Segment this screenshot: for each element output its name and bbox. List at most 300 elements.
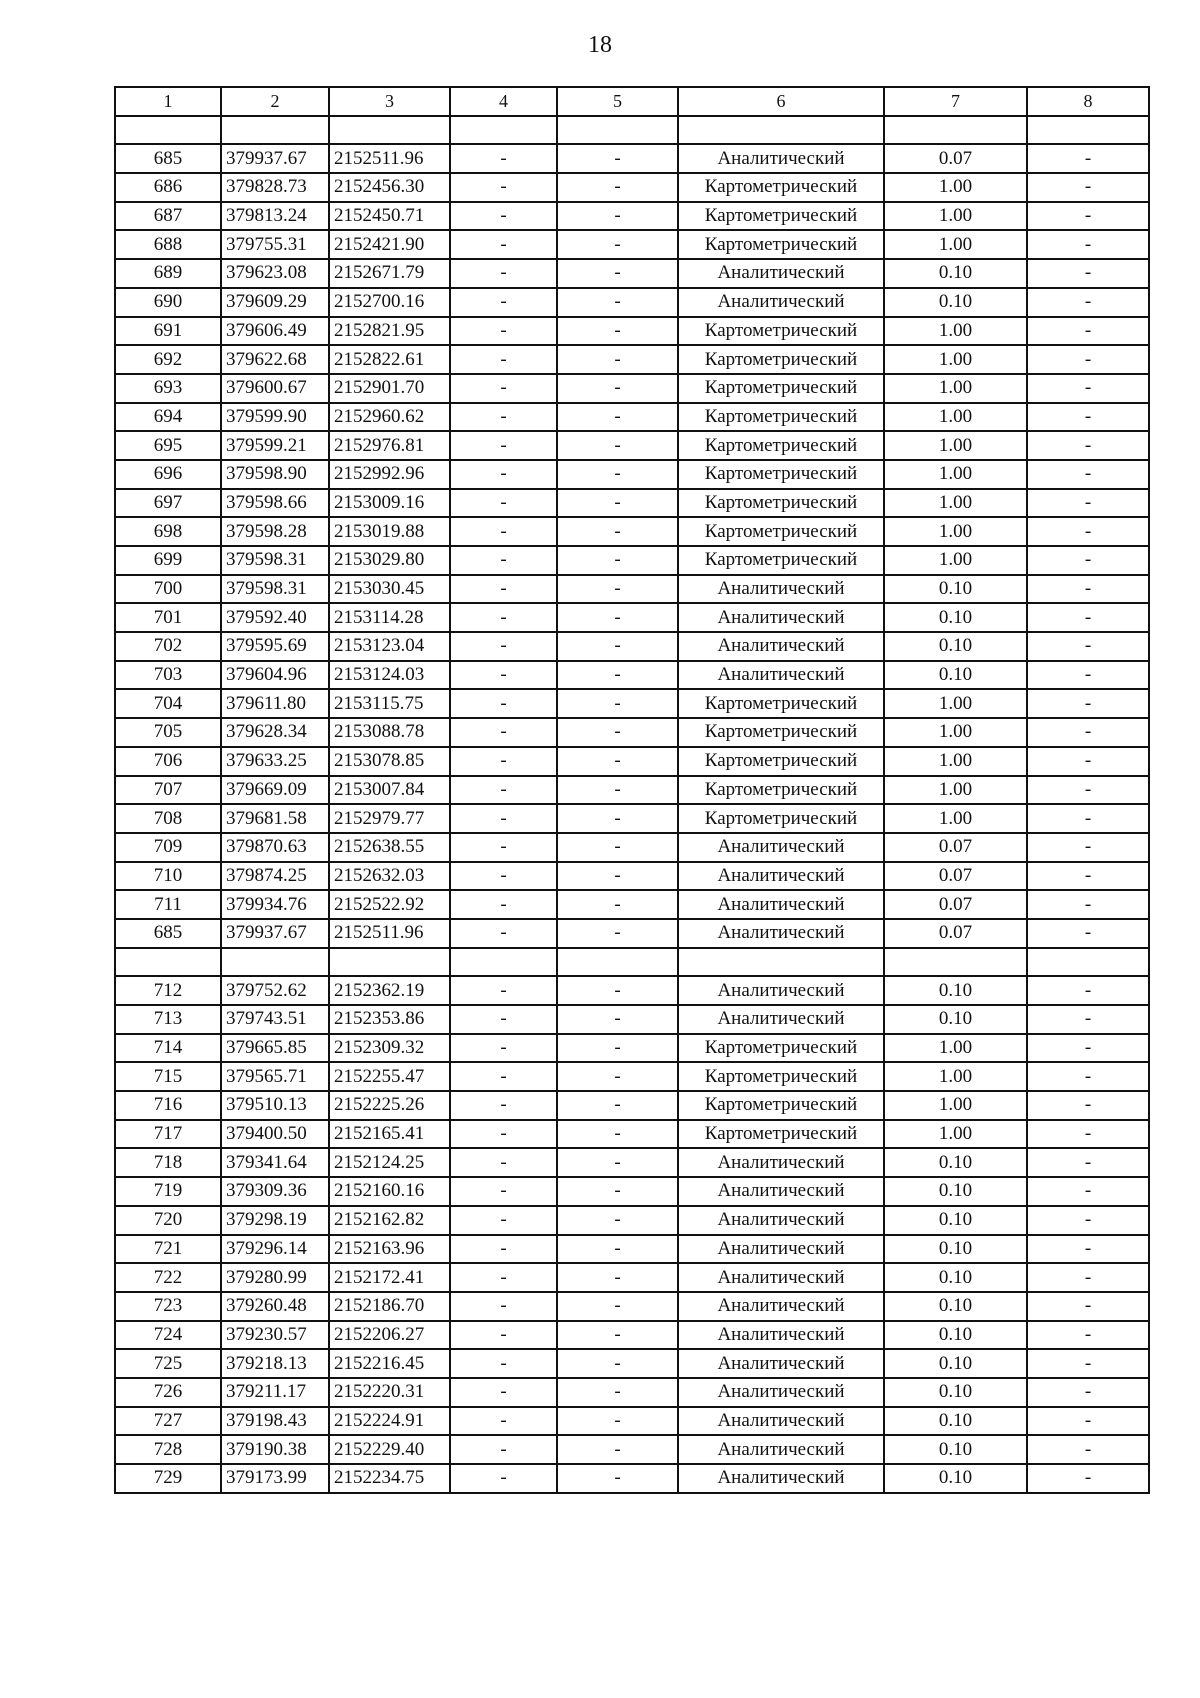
accuracy-cell: 0.10 [884, 632, 1027, 661]
point-number-cell: 685 [115, 144, 221, 173]
col4-cell: - [450, 431, 557, 460]
x-coordinate-cell: 379400.50 [221, 1120, 329, 1149]
accuracy-cell: 0.07 [884, 919, 1027, 948]
method-cell: Аналитический [678, 259, 884, 288]
method-cell: Аналитический [678, 1378, 884, 1407]
col4-cell: - [450, 1005, 557, 1034]
x-coordinate-cell: 379622.68 [221, 345, 329, 374]
col4-cell: - [450, 345, 557, 374]
col5-cell: - [557, 1148, 678, 1177]
y-coordinate-cell: 2152960.62 [329, 403, 450, 432]
point-number-cell: 697 [115, 489, 221, 518]
col4-cell: - [450, 460, 557, 489]
method-cell: Аналитический [678, 661, 884, 690]
table-row [115, 976, 1149, 1005]
col4-cell [450, 116, 557, 145]
accuracy-cell: 1.00 [884, 1062, 1027, 1091]
col5-cell: - [557, 1349, 678, 1378]
point-number-cell: 696 [115, 460, 221, 489]
y-coordinate-cell: 2152456.30 [329, 173, 450, 202]
col8-cell: - [1027, 489, 1149, 518]
col5-cell: - [557, 804, 678, 833]
col8-cell: - [1027, 689, 1149, 718]
method-cell: Картометрический [678, 1120, 884, 1149]
col5-cell [557, 116, 678, 145]
col5-cell: - [557, 890, 678, 919]
col4-cell: - [450, 890, 557, 919]
point-number-cell: 714 [115, 1034, 221, 1063]
y-coordinate-cell: 2152522.92 [329, 890, 450, 919]
col4-cell: - [450, 1435, 557, 1464]
method-cell: Аналитический [678, 833, 884, 862]
point-number-cell: 688 [115, 230, 221, 259]
col8-cell: - [1027, 1148, 1149, 1177]
y-coordinate-cell: 2152511.96 [329, 144, 450, 173]
col4-cell: - [450, 1292, 557, 1321]
method-cell: Аналитический [678, 1321, 884, 1350]
accuracy-cell: 0.10 [884, 1464, 1027, 1493]
accuracy-cell: 1.00 [884, 1120, 1027, 1149]
y-coordinate-cell: 2153124.03 [329, 661, 450, 690]
col4-cell: - [450, 862, 557, 891]
table-row [115, 546, 1149, 575]
table-row [115, 575, 1149, 604]
point-number-cell: 706 [115, 747, 221, 776]
method-cell: Картометрический [678, 1062, 884, 1091]
col4-cell: - [450, 1062, 557, 1091]
table-row [115, 1005, 1149, 1034]
y-coordinate-cell: 2152632.03 [329, 862, 450, 891]
accuracy-cell: 0.07 [884, 833, 1027, 862]
accuracy-cell: 0.10 [884, 603, 1027, 632]
y-coordinate-cell: 2153123.04 [329, 632, 450, 661]
method-cell: Картометрический [678, 317, 884, 346]
col5-cell: - [557, 776, 678, 805]
col4-cell: - [450, 403, 557, 432]
x-coordinate-cell: 379298.19 [221, 1206, 329, 1235]
col8-cell: - [1027, 431, 1149, 460]
col8-cell: - [1027, 776, 1149, 805]
y-coordinate-cell: 2152124.25 [329, 1148, 450, 1177]
x-coordinate-cell: 379341.64 [221, 1148, 329, 1177]
point-number-cell: 693 [115, 374, 221, 403]
y-coordinate-cell: 2152234.75 [329, 1464, 450, 1493]
col5-cell: - [557, 747, 678, 776]
method-cell: Аналитический [678, 862, 884, 891]
col5-cell: - [557, 546, 678, 575]
accuracy-cell: 0.10 [884, 1177, 1027, 1206]
col8-cell: - [1027, 862, 1149, 891]
col8-cell: - [1027, 1292, 1149, 1321]
method-cell [678, 948, 884, 977]
x-coordinate-cell: 379598.66 [221, 489, 329, 518]
method-cell: Аналитический [678, 919, 884, 948]
col5-cell: - [557, 862, 678, 891]
method-cell: Аналитический [678, 288, 884, 317]
accuracy-cell: 1.00 [884, 718, 1027, 747]
x-coordinate-cell: 379598.31 [221, 575, 329, 604]
y-coordinate-cell: 2152353.86 [329, 1005, 450, 1034]
col4-cell: - [450, 1177, 557, 1206]
col8-cell: - [1027, 1120, 1149, 1149]
method-cell: Аналитический [678, 1349, 884, 1378]
col4-cell: - [450, 661, 557, 690]
col4-cell: - [450, 747, 557, 776]
col4-cell: - [450, 259, 557, 288]
table-row [115, 460, 1149, 489]
x-coordinate-cell: 379937.67 [221, 919, 329, 948]
col8-cell: - [1027, 833, 1149, 862]
accuracy-cell: 1.00 [884, 374, 1027, 403]
col8-cell: - [1027, 718, 1149, 747]
point-number-cell: 723 [115, 1292, 221, 1321]
col4-cell: - [450, 317, 557, 346]
method-cell: Картометрический [678, 747, 884, 776]
x-coordinate-cell: 379598.28 [221, 517, 329, 546]
point-number-cell: 701 [115, 603, 221, 632]
accuracy-cell: 1.00 [884, 345, 1027, 374]
table-row [115, 1177, 1149, 1206]
method-cell: Аналитический [678, 1177, 884, 1206]
point-number-cell: 690 [115, 288, 221, 317]
col8-cell: - [1027, 661, 1149, 690]
column-header: 3 [329, 87, 450, 116]
col4-cell: - [450, 976, 557, 1005]
col8-cell: - [1027, 460, 1149, 489]
col5-cell: - [557, 1235, 678, 1264]
accuracy-cell: 1.00 [884, 317, 1027, 346]
col5-cell: - [557, 144, 678, 173]
x-coordinate-cell: 379600.67 [221, 374, 329, 403]
table-row [115, 603, 1149, 632]
x-coordinate-cell [221, 948, 329, 977]
accuracy-cell: 0.10 [884, 1349, 1027, 1378]
method-cell: Картометрический [678, 431, 884, 460]
col8-cell: - [1027, 546, 1149, 575]
col8-cell: - [1027, 1091, 1149, 1120]
x-coordinate-cell: 379260.48 [221, 1292, 329, 1321]
y-coordinate-cell: 2152160.16 [329, 1177, 450, 1206]
y-coordinate-cell: 2153115.75 [329, 689, 450, 718]
col4-cell [450, 948, 557, 977]
col4-cell: - [450, 1120, 557, 1149]
method-cell: Аналитический [678, 976, 884, 1005]
col8-cell: - [1027, 230, 1149, 259]
point-number-cell [115, 116, 221, 145]
point-number-cell: 689 [115, 259, 221, 288]
accuracy-cell: 1.00 [884, 173, 1027, 202]
method-cell: Аналитический [678, 1005, 884, 1034]
accuracy-cell: 0.10 [884, 288, 1027, 317]
col5-cell: - [557, 1435, 678, 1464]
y-coordinate-cell: 2152638.55 [329, 833, 450, 862]
col8-cell: - [1027, 632, 1149, 661]
point-number-cell: 710 [115, 862, 221, 891]
col8-cell: - [1027, 804, 1149, 833]
col8-cell: - [1027, 976, 1149, 1005]
accuracy-cell [884, 116, 1027, 145]
table-row [115, 689, 1149, 718]
accuracy-cell: 0.10 [884, 575, 1027, 604]
accuracy-cell: 1.00 [884, 202, 1027, 231]
accuracy-cell: 0.07 [884, 144, 1027, 173]
point-number-cell: 713 [115, 1005, 221, 1034]
accuracy-cell: 0.10 [884, 1292, 1027, 1321]
method-cell [678, 116, 884, 145]
accuracy-cell: 1.00 [884, 517, 1027, 546]
accuracy-cell: 0.10 [884, 1235, 1027, 1264]
x-coordinate-cell: 379211.17 [221, 1378, 329, 1407]
point-number-cell: 692 [115, 345, 221, 374]
accuracy-cell: 0.10 [884, 1206, 1027, 1235]
method-cell: Картометрический [678, 546, 884, 575]
x-coordinate-cell: 379609.29 [221, 288, 329, 317]
y-coordinate-cell: 2153030.45 [329, 575, 450, 604]
col5-cell: - [557, 173, 678, 202]
col5-cell: - [557, 919, 678, 948]
y-coordinate-cell: 2153029.80 [329, 546, 450, 575]
col4-cell: - [450, 632, 557, 661]
col5-cell: - [557, 202, 678, 231]
table-row [115, 517, 1149, 546]
method-cell: Картометрический [678, 374, 884, 403]
col5-cell: - [557, 661, 678, 690]
table-row [115, 202, 1149, 231]
accuracy-cell: 1.00 [884, 747, 1027, 776]
x-coordinate-cell: 379813.24 [221, 202, 329, 231]
col8-cell: - [1027, 1206, 1149, 1235]
y-coordinate-cell: 2152421.90 [329, 230, 450, 259]
col4-cell: - [450, 1235, 557, 1264]
y-coordinate-cell: 2152165.41 [329, 1120, 450, 1149]
point-number-cell: 699 [115, 546, 221, 575]
x-coordinate-cell: 379623.08 [221, 259, 329, 288]
col8-cell: - [1027, 517, 1149, 546]
y-coordinate-cell [329, 116, 450, 145]
x-coordinate-cell: 379599.21 [221, 431, 329, 460]
col8-cell: - [1027, 575, 1149, 604]
table-row [115, 345, 1149, 374]
accuracy-cell: 0.07 [884, 890, 1027, 919]
col4-cell: - [450, 1091, 557, 1120]
method-cell: Аналитический [678, 1148, 884, 1177]
coordinates-table [114, 86, 1150, 1494]
point-number-cell: 708 [115, 804, 221, 833]
col5-cell: - [557, 1005, 678, 1034]
method-cell: Картометрический [678, 1034, 884, 1063]
col5-cell: - [557, 1177, 678, 1206]
col5-cell: - [557, 976, 678, 1005]
point-number-cell: 721 [115, 1235, 221, 1264]
table-row [115, 1120, 1149, 1149]
col5-cell: - [557, 632, 678, 661]
method-cell: Картометрический [678, 517, 884, 546]
table-row [115, 144, 1149, 173]
method-cell: Аналитический [678, 1407, 884, 1436]
table-row [115, 173, 1149, 202]
point-number-cell: 722 [115, 1263, 221, 1292]
table-row [115, 1407, 1149, 1436]
col5-cell: - [557, 230, 678, 259]
accuracy-cell: 1.00 [884, 776, 1027, 805]
point-number-cell: 685 [115, 919, 221, 948]
accuracy-cell: 1.00 [884, 546, 1027, 575]
x-coordinate-cell: 379870.63 [221, 833, 329, 862]
col5-cell: - [557, 489, 678, 518]
col4-cell: - [450, 173, 557, 202]
column-header: 7 [884, 87, 1027, 116]
col4-cell: - [450, 1378, 557, 1407]
x-coordinate-cell: 379611.80 [221, 689, 329, 718]
col4-cell: - [450, 1321, 557, 1350]
y-coordinate-cell: 2152225.26 [329, 1091, 450, 1120]
x-coordinate-cell: 379190.38 [221, 1435, 329, 1464]
col5-cell: - [557, 1206, 678, 1235]
x-coordinate-cell: 379606.49 [221, 317, 329, 346]
x-coordinate-cell: 379280.99 [221, 1263, 329, 1292]
col5-cell: - [557, 431, 678, 460]
table-row [115, 288, 1149, 317]
x-coordinate-cell: 379604.96 [221, 661, 329, 690]
col8-cell: - [1027, 173, 1149, 202]
table-row [115, 747, 1149, 776]
y-coordinate-cell: 2152979.77 [329, 804, 450, 833]
table-row [115, 317, 1149, 346]
x-coordinate-cell: 379309.36 [221, 1177, 329, 1206]
col8-cell: - [1027, 1034, 1149, 1063]
table-row [115, 632, 1149, 661]
point-number-cell: 727 [115, 1407, 221, 1436]
col4-cell: - [450, 144, 557, 173]
col8-cell: - [1027, 1464, 1149, 1493]
col5-cell: - [557, 1034, 678, 1063]
col4-cell: - [450, 1407, 557, 1436]
table-row [115, 1292, 1149, 1321]
col5-cell: - [557, 575, 678, 604]
point-number-cell: 702 [115, 632, 221, 661]
x-coordinate-cell: 379665.85 [221, 1034, 329, 1063]
x-coordinate-cell: 379598.31 [221, 546, 329, 575]
x-coordinate-cell: 379752.62 [221, 976, 329, 1005]
column-header: 8 [1027, 87, 1149, 116]
point-number-cell: 686 [115, 173, 221, 202]
point-number-cell: 716 [115, 1091, 221, 1120]
y-coordinate-cell: 2152224.91 [329, 1407, 450, 1436]
accuracy-cell: 1.00 [884, 689, 1027, 718]
table-row [115, 862, 1149, 891]
x-coordinate-cell: 379633.25 [221, 747, 329, 776]
col4-cell: - [450, 1148, 557, 1177]
y-coordinate-cell: 2152511.96 [329, 919, 450, 948]
col8-cell: - [1027, 1435, 1149, 1464]
col4-cell: - [450, 489, 557, 518]
col4-cell: - [450, 1349, 557, 1378]
col8-cell: - [1027, 202, 1149, 231]
method-cell: Аналитический [678, 890, 884, 919]
method-cell: Картометрический [678, 718, 884, 747]
accuracy-cell: 1.00 [884, 230, 1027, 259]
accuracy-cell: 0.10 [884, 1435, 1027, 1464]
accuracy-cell: 0.10 [884, 1378, 1027, 1407]
accuracy-cell: 0.07 [884, 862, 1027, 891]
col5-cell: - [557, 1062, 678, 1091]
col5-cell: - [557, 259, 678, 288]
method-cell: Аналитический [678, 1292, 884, 1321]
accuracy-cell: 0.10 [884, 1005, 1027, 1034]
col4-cell: - [450, 1464, 557, 1493]
col8-cell: - [1027, 345, 1149, 374]
x-coordinate-cell [221, 116, 329, 145]
col5-cell: - [557, 1321, 678, 1350]
table-row [115, 661, 1149, 690]
table-row [115, 1321, 1149, 1350]
point-number-cell: 715 [115, 1062, 221, 1091]
col8-cell: - [1027, 1005, 1149, 1034]
x-coordinate-cell: 379874.25 [221, 862, 329, 891]
method-cell: Аналитический [678, 1464, 884, 1493]
table-row [115, 1349, 1149, 1378]
method-cell: Аналитический [678, 1263, 884, 1292]
point-number-cell: 726 [115, 1378, 221, 1407]
table-row [115, 1435, 1149, 1464]
method-cell: Аналитический [678, 575, 884, 604]
accuracy-cell: 1.00 [884, 431, 1027, 460]
point-number-cell [115, 948, 221, 977]
col5-cell: - [557, 288, 678, 317]
x-coordinate-cell: 379743.51 [221, 1005, 329, 1034]
col8-cell: - [1027, 317, 1149, 346]
point-number-cell: 729 [115, 1464, 221, 1493]
col5-cell: - [557, 1292, 678, 1321]
col5-cell: - [557, 403, 678, 432]
col4-cell: - [450, 689, 557, 718]
point-number-cell: 704 [115, 689, 221, 718]
col4-cell: - [450, 575, 557, 604]
y-coordinate-cell: 2152162.82 [329, 1206, 450, 1235]
point-number-cell: 724 [115, 1321, 221, 1350]
x-coordinate-cell: 379828.73 [221, 173, 329, 202]
point-number-cell: 694 [115, 403, 221, 432]
accuracy-cell: 1.00 [884, 1091, 1027, 1120]
col8-cell: - [1027, 1062, 1149, 1091]
table-row [115, 776, 1149, 805]
column-header: 2 [221, 87, 329, 116]
col8-cell [1027, 948, 1149, 977]
col5-cell: - [557, 374, 678, 403]
method-cell: Картометрический [678, 460, 884, 489]
accuracy-cell: 1.00 [884, 403, 1027, 432]
col8-cell: - [1027, 747, 1149, 776]
table-row [115, 230, 1149, 259]
x-coordinate-cell: 379599.90 [221, 403, 329, 432]
y-coordinate-cell: 2152206.27 [329, 1321, 450, 1350]
method-cell: Аналитический [678, 1435, 884, 1464]
col5-cell: - [557, 1120, 678, 1149]
table-row [115, 431, 1149, 460]
y-coordinate-cell: 2153009.16 [329, 489, 450, 518]
col5-cell: - [557, 1464, 678, 1493]
col4-cell: - [450, 374, 557, 403]
col8-cell: - [1027, 288, 1149, 317]
col5-cell: - [557, 1263, 678, 1292]
col4-cell: - [450, 1263, 557, 1292]
accuracy-cell: 1.00 [884, 460, 1027, 489]
col8-cell: - [1027, 1235, 1149, 1264]
x-coordinate-cell: 379218.13 [221, 1349, 329, 1378]
x-coordinate-cell: 379628.34 [221, 718, 329, 747]
col5-cell: - [557, 517, 678, 546]
y-coordinate-cell: 2153114.28 [329, 603, 450, 632]
